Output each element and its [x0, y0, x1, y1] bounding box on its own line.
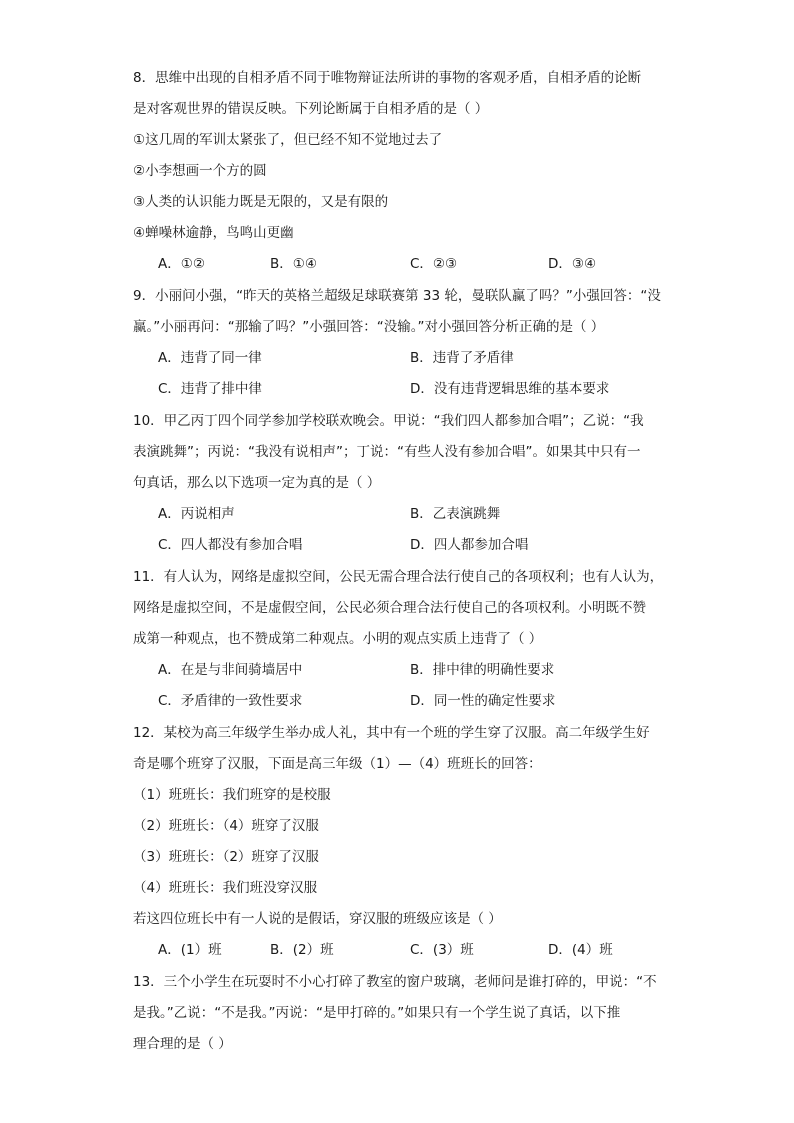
question-10-stem-line-1: 10．甲乙丙丁四个同学参加学校联欢晚会。甲说：“我们四人都参加合唱”；乙说：“我	[133, 413, 644, 429]
question-8-option-c[interactable]: C．②③	[410, 256, 458, 272]
question-10-option-a[interactable]: A．丙说相声	[158, 506, 235, 522]
question-9-option-d[interactable]: D．没有违背逻辑思维的基本要求	[410, 381, 610, 397]
question-12-option-c[interactable]: C．(3）班	[410, 942, 474, 958]
question-12-item-2: （2）班班长：（4）班穿了汉服	[133, 818, 319, 834]
question-9-option-a[interactable]: A．违背了同一律	[158, 350, 262, 366]
question-10-stem-line-3: 句真话，那么以下选项一定为真的是（ ）	[133, 475, 381, 491]
question-12-tail: 若这四位班长中有一人说的是假话，穿汉服的班级应该是（ ）	[133, 911, 502, 927]
question-11-option-d[interactable]: D．同一性的确定性要求	[410, 693, 556, 709]
question-12-item-3: （3）班班长：（2）班穿了汉服	[133, 849, 319, 865]
question-10-option-b[interactable]: B．乙表演跳舞	[410, 506, 501, 522]
question-10-stem-line-2: 表演跳舞”；丙说：“我没有说相声”；丁说：“有些人没有参加合唱”。如果其中只有一	[133, 444, 641, 460]
question-13-stem-line-2: 是我。”乙说：“不是我。”丙说：“是甲打碎的。”如果只有一个学生说了真话，以下推	[133, 1005, 621, 1021]
question-11-stem-line-1: 11．有人认为，网络是虚拟空间，公民无需合理合法行使自己的各项权利；也有人认为，	[133, 569, 664, 585]
question-12-option-b[interactable]: B．(2）班	[270, 942, 334, 958]
question-8-item-2: ②小李想画一个方的圆	[133, 163, 267, 179]
question-9-option-b[interactable]: B．违背了矛盾律	[410, 350, 514, 366]
question-8-option-b[interactable]: B．①④	[270, 256, 317, 272]
question-12-item-1: （1）班班长：我们班穿的是校服	[133, 787, 331, 803]
question-12-option-d[interactable]: D．(4）班	[548, 942, 613, 958]
question-11-stem-line-2: 网络是虚拟空间，不是虚假空间，公民必须合理合法行使自己的各项权利。小明既不赞	[133, 600, 646, 616]
question-8-item-4: ④蝉噪林逾静，鸟鸣山更幽	[133, 225, 294, 241]
question-11-option-b[interactable]: B．排中律的明确性要求	[410, 662, 555, 678]
question-12-stem-line-2: 奇是哪个班穿了汉服，下面是高三年级（1）—（4）班班长的回答：	[133, 756, 542, 772]
question-11-option-a[interactable]: A．在是与非间骑墙居中	[158, 662, 303, 678]
question-8-stem-line-1: 8．思维中出现的自相矛盾不同于唯物辩证法所讲的事物的客观矛盾，自相矛盾的论断	[133, 70, 642, 86]
question-8-option-d[interactable]: D．③④	[548, 256, 597, 272]
question-9-option-c[interactable]: C．违背了排中律	[158, 381, 262, 397]
question-8-stem-line-2: 是对客观世界的错误反映。下列论断属于自相矛盾的是（ ）	[133, 101, 489, 117]
question-13-stem-line-3: 理合理的是（ ）	[133, 1036, 232, 1052]
question-8-option-a[interactable]: A．①②	[158, 256, 205, 272]
question-11-option-c[interactable]: C．矛盾律的一致性要求	[158, 693, 303, 709]
question-8-item-3: ③人类的认识能力既是无限的，又是有限的	[133, 194, 389, 210]
question-12-stem-line-1: 12．某校为高三年级学生举办成人礼，其中有一个班的学生穿了汉服。高二年级学生好	[133, 725, 650, 741]
question-10-option-d[interactable]: D．四人都参加合唱	[410, 537, 529, 553]
question-13-stem-line-1: 13．三个小学生在玩耍时不小心打碎了教室的窗户玻璃，老师问是谁打碎的，甲说：“不	[133, 974, 657, 990]
question-10-option-c[interactable]: C．四人都没有参加合唱	[158, 537, 303, 553]
question-9-stem-line-2: 赢。”小丽再问：“那输了吗？”小强回答：“没输。”对小强回答分析正确的是（ ）	[133, 319, 605, 335]
question-12-item-4: （4）班班长：我们班没穿汉服	[133, 880, 318, 896]
question-8-item-1: ①这几周的军训太紧张了，但已经不知不觉地过去了	[133, 132, 443, 148]
question-12-option-a[interactable]: A．(1）班	[158, 942, 222, 958]
question-11-stem-line-3: 成第一种观点，也不赞成第二种观点。小明的观点实质上违背了（ ）	[133, 631, 543, 647]
question-9-stem-line-1: 9．小丽问小强，“昨天的英格兰超级足球联赛第 33 轮，曼联队赢了吗？”小强回答：“没	[133, 288, 661, 304]
